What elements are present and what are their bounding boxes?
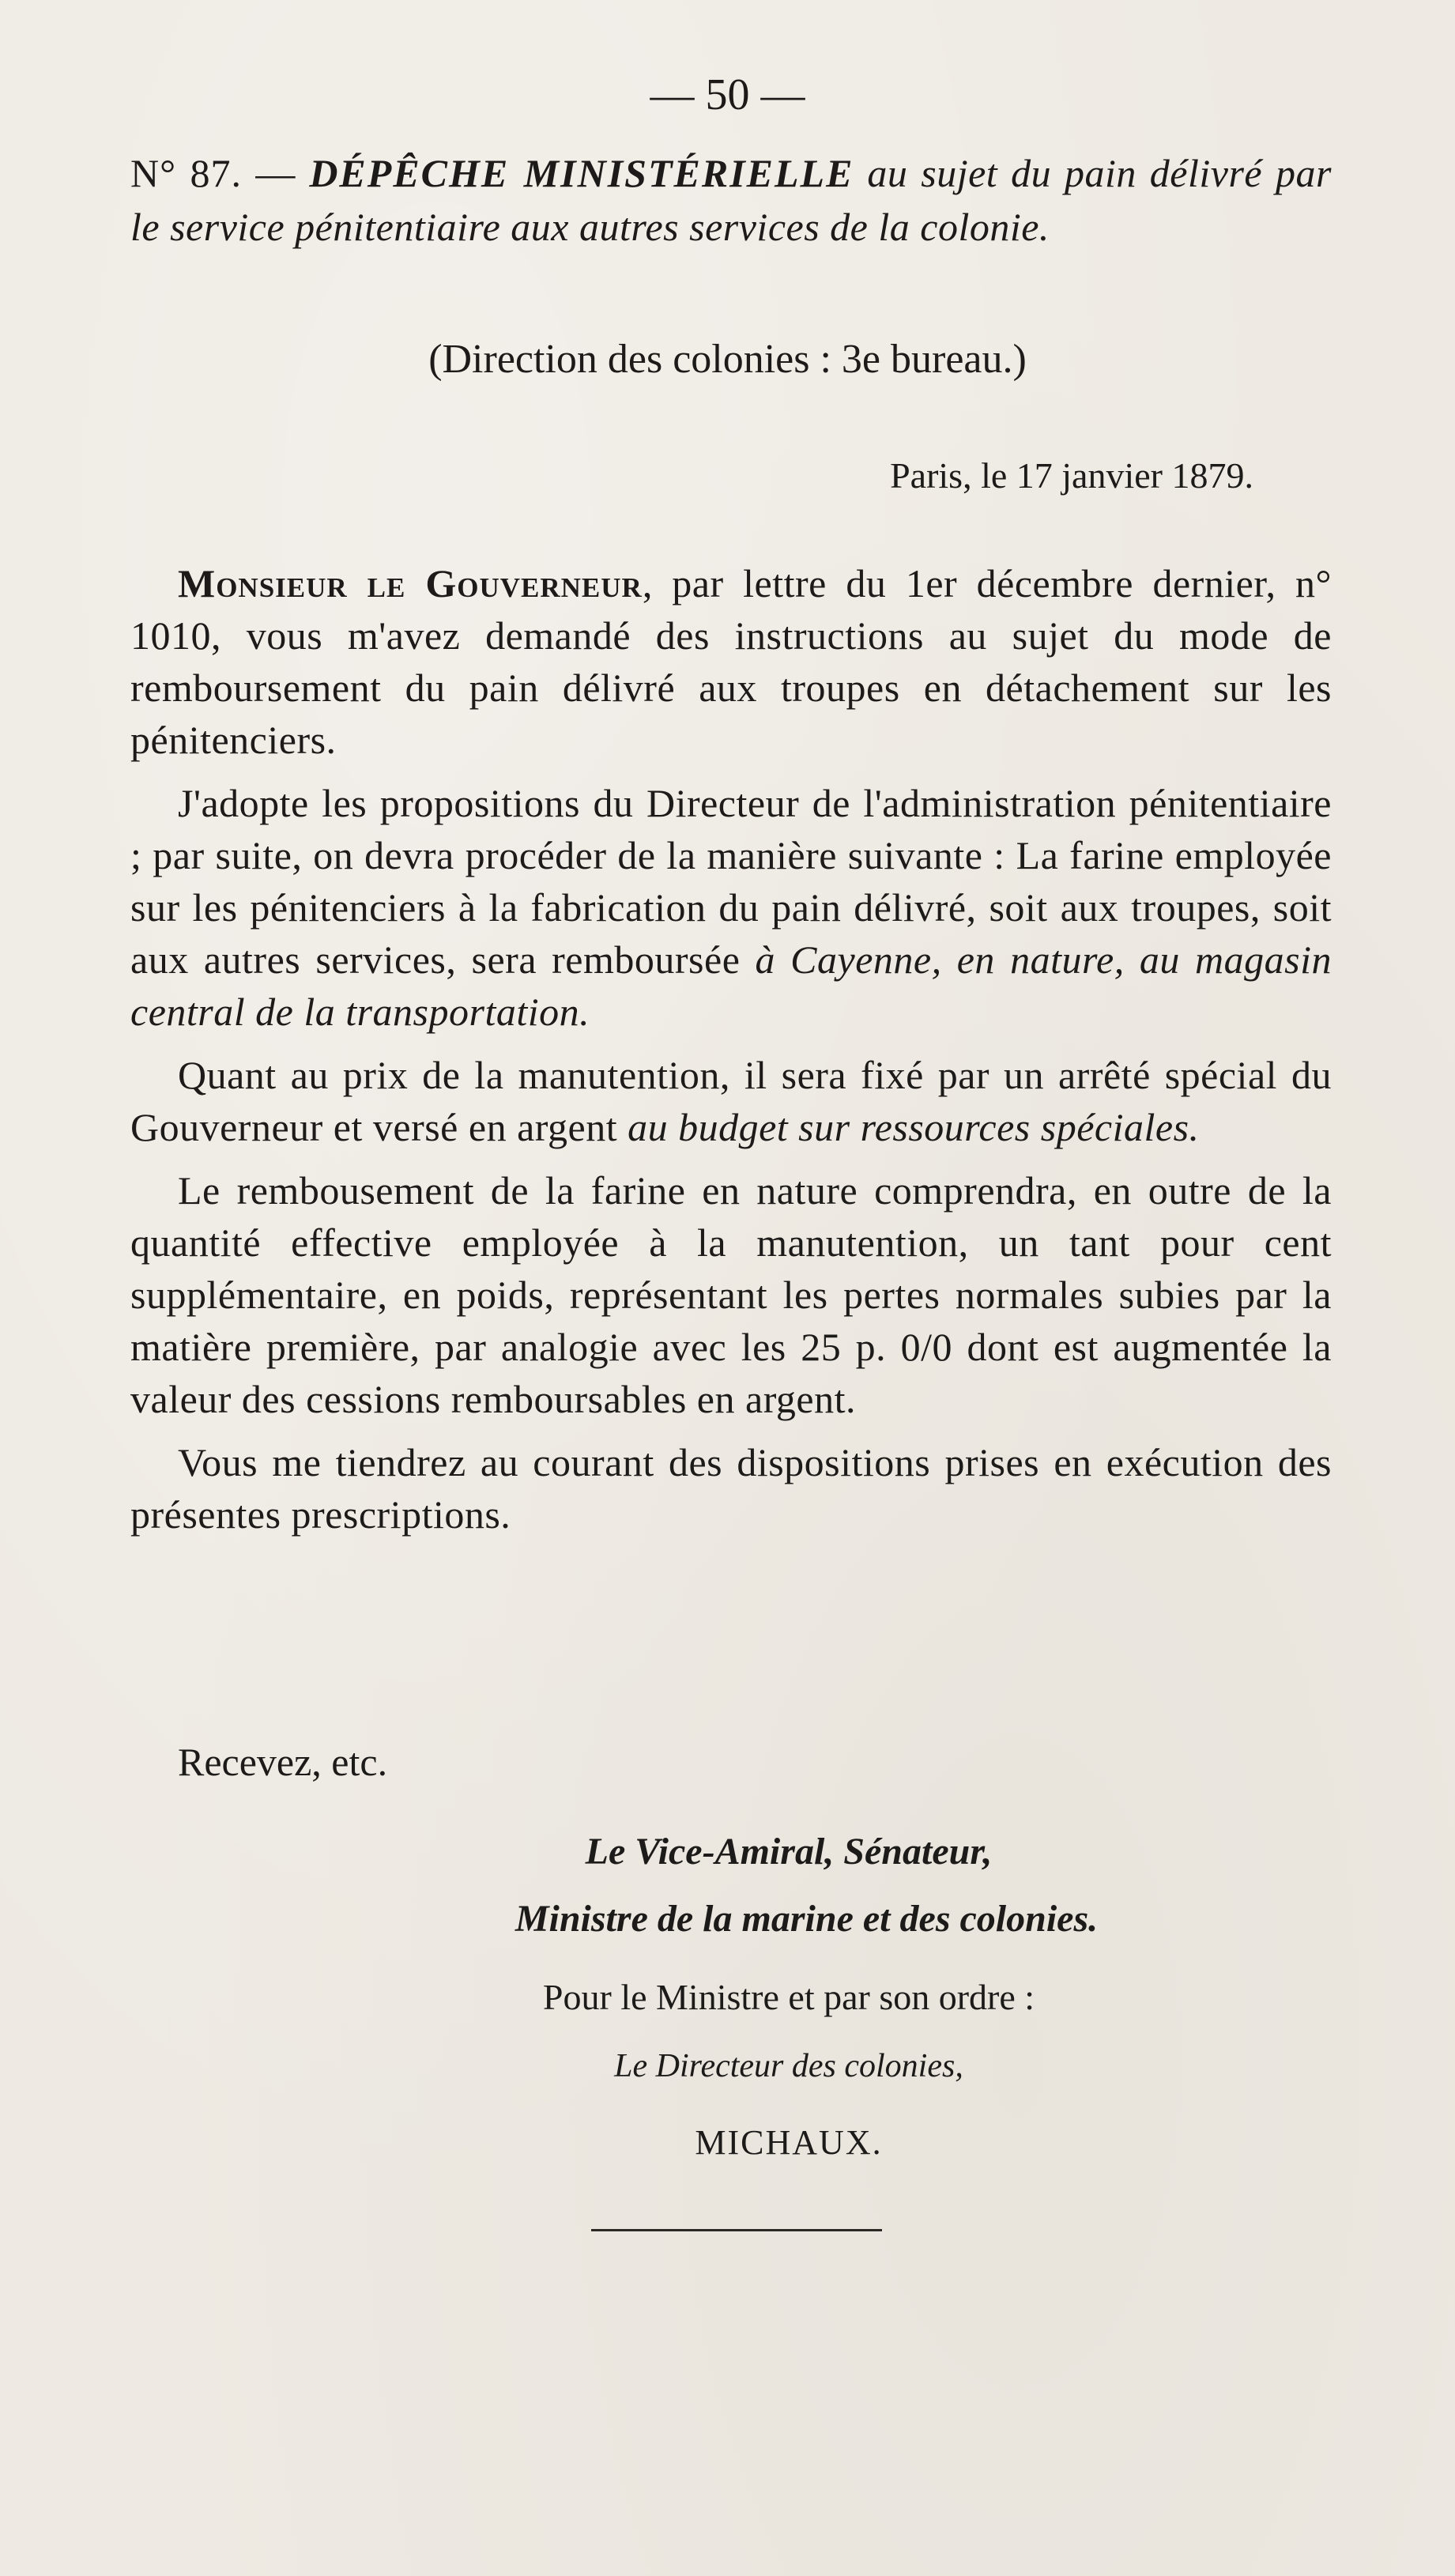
dispatch-title: DÉPÊCHE MINISTÉRIELLE <box>309 151 854 195</box>
direction-line: (Direction des colonies : 3e bureau.) <box>428 337 1027 382</box>
paragraph-2-text: J'adopte les propositions du Directeur de l'administration pénitentiaire ; par suite, on devra procéder de la manière suivante : La farine employée sur les pénitenciers à la fabrication du pain délivré, soit aux troupes, soit aux autres services, sera remboursée <box>130 781 1332 982</box>
paragraph-2 <box>130 777 1332 1038</box>
paragraph-4: Le rembousement de la farine en nature comprendra, en outre de la quantité effective employée à la manutention, un tant pour cent supplémentaire, en poids, représentant les pertes normales subies par la matière première, par analogie avec les 25 p. 0/0 dont est augmentée la valeur des cessions remboursables en argent. <box>130 1168 1332 1421</box>
signature-line-5: MICHAUX. <box>695 2123 883 2162</box>
paragraph-1 <box>130 557 1332 766</box>
paragraph-2-emphasis: à Cayenne, en nature, au magasin central de la transportation. <box>130 937 1332 1034</box>
dateline: Paris, le 17 janvier 1879. <box>890 455 1253 496</box>
paragraph-3-emphasis: au budget sur ressources spéciales. <box>628 1105 1200 1149</box>
letter-body <box>130 557 1332 1552</box>
signature-line-3: Pour le Ministre et par son ordre : <box>542 1977 1035 2017</box>
paragraph-5: Vous me tiendrez au courant des dispositions prises en exécution des présentes prescriptions. <box>130 1440 1332 1537</box>
signature-line-2: Ministre de la marine et des colonies. <box>515 1898 1099 1940</box>
dispatch-subject: au sujet du pain délivré par le service pénitentiaire aux autres services de la colonie. <box>130 151 1332 249</box>
paragraph-1-text: , par lettre du 1er décembre dernier, n° 1010, vous m'avez demandé des instructions au sujet du mode de remboursement du pain délivré aux troupes en détachement sur les pénitenciers. <box>130 561 1332 762</box>
dispatch-number: N° 87. — <box>130 151 296 195</box>
page-number: — 50 — <box>650 70 805 119</box>
dispatch-heading <box>130 146 1332 254</box>
salutation: Monsieur le Gouverneur <box>178 561 643 605</box>
paragraph-3 <box>130 1049 1332 1153</box>
signature-line-1: Le Vice-Amiral, Sénateur, <box>585 1831 993 1873</box>
signature-line-4: Le Directeur des colonies, <box>614 2048 963 2084</box>
closing-rule <box>591 2229 882 2231</box>
closing: Recevez, etc. <box>178 1740 388 1784</box>
paragraph-3-text: Quant au prix de la manutention, il sera fixé par un arrêté spécial du Gouverneur et versé en argent <box>130 1053 1332 1149</box>
